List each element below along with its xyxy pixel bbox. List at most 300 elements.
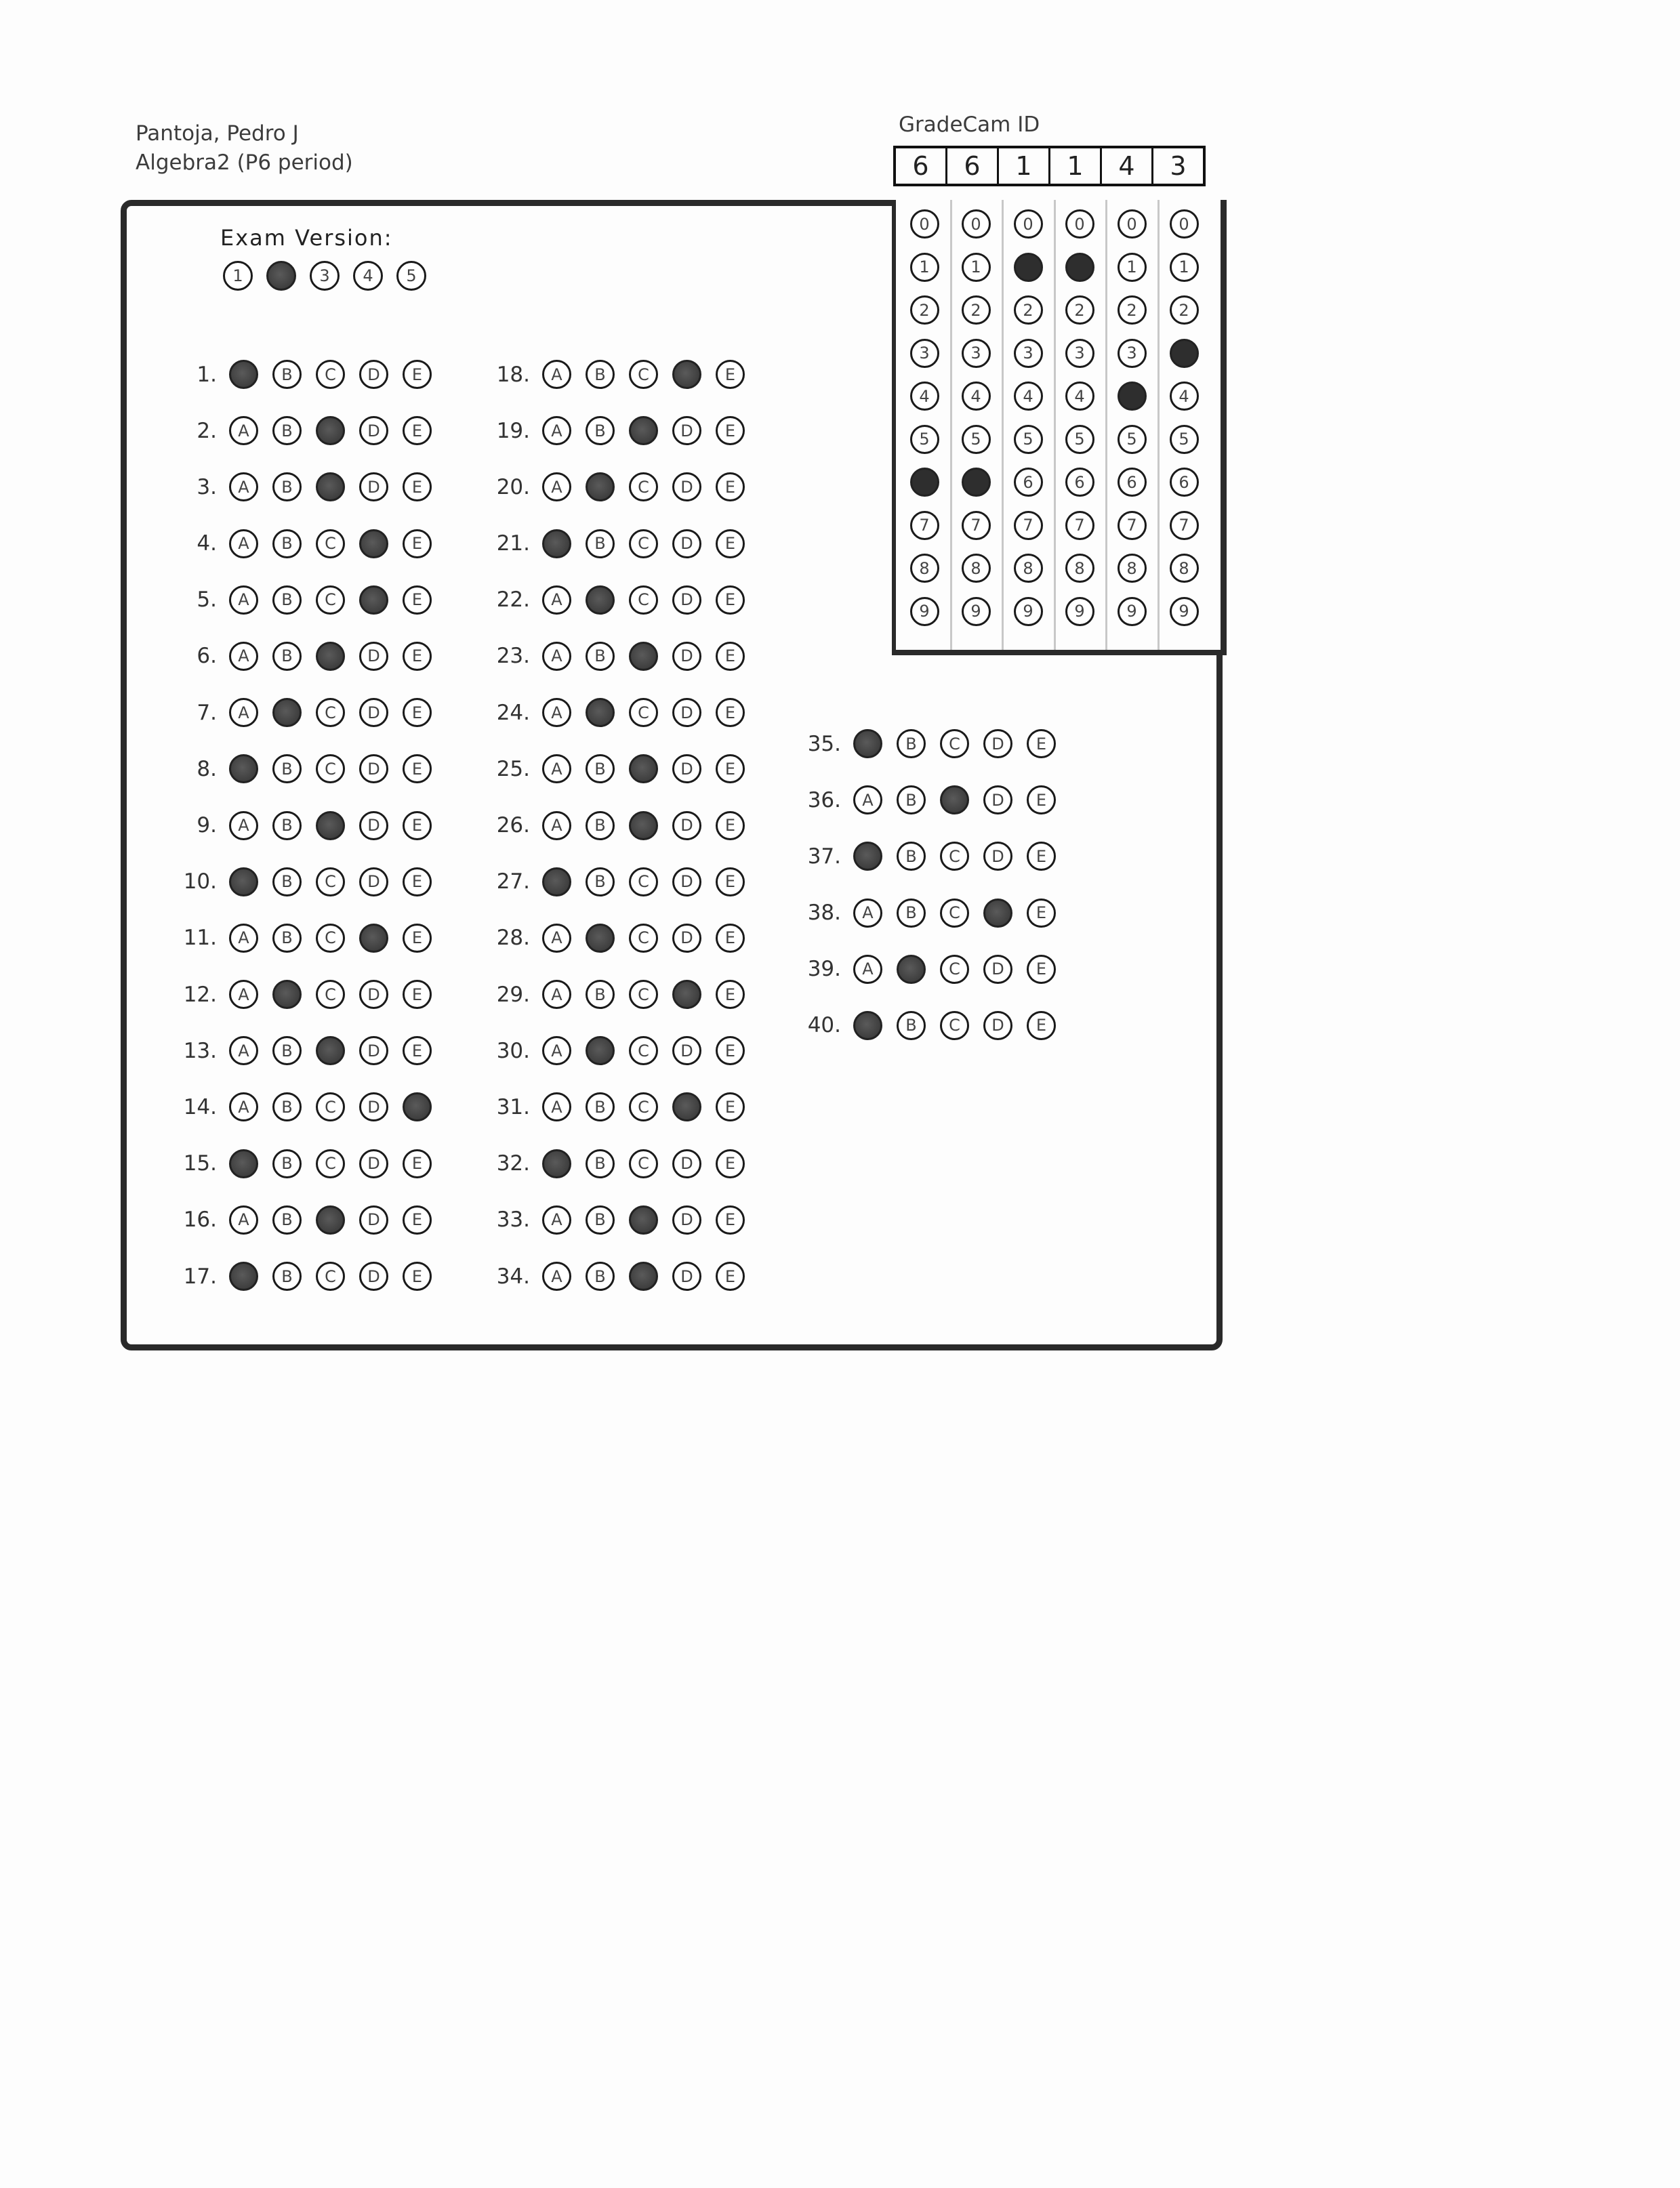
answer-bubble-c[interactable]: C — [316, 1092, 345, 1121]
answer-bubble-e[interactable]: E — [716, 1149, 745, 1178]
id-bubble-1-8[interactable]: 8 — [910, 554, 939, 583]
answer-bubble-c[interactable]: C — [629, 698, 658, 727]
id-bubble-6-5[interactable]: 5 — [1170, 425, 1199, 454]
answer-bubble-c[interactable] — [316, 472, 345, 501]
answer-bubble-a[interactable]: A — [542, 754, 571, 783]
answer-bubble-c[interactable]: C — [316, 924, 345, 953]
answer-bubble-c[interactable]: C — [629, 1149, 658, 1178]
answer-bubble-e[interactable]: E — [403, 1036, 432, 1065]
gradecam-id-column-5 — [1106, 209, 1157, 640]
answer-bubble-c[interactable] — [316, 1036, 345, 1065]
id-bubble-3-6[interactable]: 6 — [1014, 468, 1043, 497]
answer-bubble-c[interactable] — [629, 416, 658, 445]
id-bubble-5-7[interactable]: 7 — [1118, 511, 1147, 540]
id-bubble-6-1[interactable]: 1 — [1170, 253, 1199, 282]
answer-bubble-e[interactable]: E — [716, 754, 745, 783]
exam-version-bubble-3[interactable]: 3 — [310, 261, 340, 291]
answer-bubble-b[interactable] — [586, 1036, 615, 1065]
answer-bubble-c[interactable]: C — [629, 867, 658, 896]
answer-bubble-d[interactable]: D — [359, 1092, 388, 1121]
question-row — [163, 1205, 432, 1235]
answer-bubble-e[interactable]: E — [1027, 899, 1056, 928]
answer-bubble-e[interactable]: E — [716, 811, 745, 840]
answer-bubble-b[interactable]: B — [897, 899, 926, 928]
question-row — [163, 811, 432, 840]
answer-bubble-e[interactable]: E — [403, 1262, 432, 1291]
answer-bubble-b[interactable]: B — [586, 360, 615, 389]
id-bubble-2-2[interactable]: 2 — [962, 295, 991, 325]
answer-bubble-d[interactable]: D — [359, 980, 388, 1009]
answer-bubble-d[interactable]: D — [672, 867, 701, 896]
answer-bubble-e[interactable]: E — [403, 980, 432, 1009]
answer-bubble-d[interactable]: D — [359, 1262, 388, 1291]
answer-bubble-a[interactable] — [853, 1011, 882, 1040]
answer-bubble-b[interactable]: B — [586, 980, 615, 1009]
answer-bubble-b[interactable]: B — [272, 642, 302, 671]
id-bubble-4-5[interactable]: 5 — [1065, 425, 1094, 454]
answer-bubble-e[interactable]: E — [403, 754, 432, 783]
answer-bubble-a[interactable]: A — [853, 955, 882, 984]
answer-bubble-a[interactable]: A — [229, 1205, 258, 1235]
answer-bubble-d[interactable]: D — [983, 785, 1012, 814]
answer-bubble-d[interactable]: D — [359, 811, 388, 840]
id-bubble-5-3[interactable]: 3 — [1118, 339, 1147, 368]
answer-bubble-e[interactable]: E — [716, 360, 745, 389]
answer-bubble-b[interactable] — [897, 955, 926, 984]
id-bubble-5-1[interactable]: 1 — [1118, 253, 1147, 282]
answer-bubble-d[interactable]: D — [359, 1149, 388, 1178]
answer-bubble-a[interactable]: A — [542, 585, 571, 615]
answer-bubble-e[interactable]: E — [403, 585, 432, 615]
answer-bubble-b[interactable]: B — [586, 529, 615, 558]
answer-bubble-d[interactable]: D — [672, 1149, 701, 1178]
answer-bubble-e[interactable]: E — [716, 867, 745, 896]
answer-bubble-a[interactable] — [542, 867, 571, 896]
answer-bubble-c[interactable]: C — [629, 980, 658, 1009]
answer-bubbles — [542, 867, 745, 896]
answer-bubble-b[interactable]: B — [272, 811, 302, 840]
answer-bubble-b[interactable]: B — [586, 867, 615, 896]
answer-bubble-d[interactable] — [359, 585, 388, 615]
answer-bubbles — [229, 472, 432, 501]
answer-bubble-e[interactable]: E — [403, 416, 432, 445]
exam-version-bubble-1[interactable]: 1 — [223, 261, 253, 291]
id-bubble-3-8[interactable]: 8 — [1014, 554, 1043, 583]
answer-bubble-c[interactable] — [940, 785, 969, 814]
answer-bubble-a[interactable]: A — [542, 980, 571, 1009]
id-bubble-5-0[interactable]: 0 — [1118, 209, 1147, 239]
answer-bubble-c[interactable]: C — [316, 529, 345, 558]
answer-bubble-c[interactable] — [629, 811, 658, 840]
exam-version-bubble-5[interactable]: 5 — [396, 261, 426, 291]
id-bubble-2-6[interactable] — [962, 468, 991, 497]
id-bubble-4-0[interactable]: 0 — [1065, 209, 1094, 239]
answer-column-1 — [163, 360, 432, 1318]
gradecam-id-digit-6: 3 — [1170, 151, 1187, 181]
id-bubble-3-3[interactable]: 3 — [1014, 339, 1043, 368]
answer-bubble-e[interactable]: E — [716, 1205, 745, 1235]
id-bubble-3-9[interactable]: 9 — [1014, 597, 1043, 626]
id-bubble-2-1[interactable]: 1 — [962, 253, 991, 282]
answer-bubble-c[interactable]: C — [629, 924, 658, 953]
question-number: 13. — [183, 1038, 217, 1063]
id-bubble-4-4[interactable]: 4 — [1065, 381, 1094, 411]
answer-bubble-a[interactable]: A — [853, 899, 882, 928]
answer-bubble-d[interactable]: D — [672, 529, 701, 558]
answer-bubble-b[interactable]: B — [272, 1036, 302, 1065]
answer-bubble-b[interactable]: B — [897, 729, 926, 758]
answer-bubble-a[interactable]: A — [229, 698, 258, 727]
id-bubble-4-2[interactable]: 2 — [1065, 295, 1094, 325]
id-bubble-5-5[interactable]: 5 — [1118, 425, 1147, 454]
answer-bubbles — [542, 754, 745, 783]
answer-bubble-a[interactable]: A — [542, 1205, 571, 1235]
answer-bubble-d[interactable]: D — [672, 811, 701, 840]
answer-bubble-e[interactable]: E — [716, 1262, 745, 1291]
answer-bubble-e[interactable]: E — [716, 585, 745, 615]
answer-bubble-c[interactable]: C — [316, 1149, 345, 1178]
answer-bubble-b[interactable]: B — [586, 642, 615, 671]
question-row — [476, 980, 745, 1009]
answer-bubble-d[interactable]: D — [983, 955, 1012, 984]
id-bubble-5-6[interactable]: 6 — [1118, 468, 1147, 497]
answer-bubble-a[interactable]: A — [229, 1092, 258, 1121]
answer-bubble-c[interactable] — [316, 811, 345, 840]
answer-bubble-a[interactable] — [542, 529, 571, 558]
answer-bubble-a[interactable]: A — [229, 585, 258, 615]
answer-bubble-b[interactable] — [586, 698, 615, 727]
answer-bubbles — [229, 1205, 432, 1235]
answer-bubble-b[interactable] — [586, 585, 615, 615]
answer-bubble-d[interactable]: D — [672, 1205, 701, 1235]
answer-bubble-a[interactable]: A — [542, 924, 571, 953]
answer-bubble-d[interactable]: D — [672, 642, 701, 671]
id-bubble-3-7[interactable]: 7 — [1014, 511, 1043, 540]
answer-bubble-b[interactable]: B — [586, 416, 615, 445]
answer-bubbles — [229, 1149, 432, 1178]
answer-bubble-a[interactable]: A — [542, 1092, 571, 1121]
answer-bubbles — [542, 416, 745, 445]
answer-bubble-c[interactable]: C — [940, 1011, 969, 1040]
answer-bubble-d[interactable]: D — [672, 924, 701, 953]
answer-bubble-c[interactable]: C — [316, 585, 345, 615]
answer-bubble-c[interactable]: C — [629, 585, 658, 615]
answer-bubble-e[interactable]: E — [403, 698, 432, 727]
answer-bubble-c[interactable]: C — [316, 1262, 345, 1291]
id-bubble-1-1[interactable]: 1 — [910, 253, 939, 282]
answer-bubble-a[interactable] — [229, 1149, 258, 1178]
answer-bubble-d[interactable] — [672, 360, 701, 389]
answer-bubble-d[interactable] — [983, 899, 1012, 928]
id-bubble-4-9[interactable]: 9 — [1065, 597, 1094, 626]
id-bubble-1-2[interactable]: 2 — [910, 295, 939, 325]
answer-bubble-b[interactable]: B — [586, 1262, 615, 1291]
answer-bubble-d[interactable]: D — [359, 754, 388, 783]
answer-bubble-d[interactable]: D — [983, 842, 1012, 871]
answer-bubble-d[interactable]: D — [983, 1011, 1012, 1040]
answer-bubble-b[interactable]: B — [586, 811, 615, 840]
answer-bubbles — [229, 529, 432, 558]
answer-bubble-d[interactable]: D — [359, 472, 388, 501]
answer-bubble-d[interactable]: D — [672, 754, 701, 783]
answer-bubble-a[interactable]: A — [542, 416, 571, 445]
question-number: 3. — [197, 474, 217, 499]
question-row — [787, 842, 1056, 871]
id-bubble-5-4[interactable] — [1118, 381, 1147, 411]
answer-bubble-b[interactable]: B — [897, 1011, 926, 1040]
answer-bubble-c[interactable] — [316, 642, 345, 671]
answer-bubbles — [853, 785, 1056, 814]
id-bubble-1-0[interactable]: 0 — [910, 209, 939, 239]
answer-bubble-b[interactable]: B — [272, 924, 302, 953]
id-bubble-4-8[interactable]: 8 — [1065, 554, 1094, 583]
id-bubble-6-9[interactable]: 9 — [1170, 597, 1199, 626]
answer-bubble-d[interactable]: D — [359, 642, 388, 671]
answer-bubble-c[interactable]: C — [629, 360, 658, 389]
answer-bubble-d[interactable]: D — [672, 1036, 701, 1065]
answer-bubble-e[interactable]: E — [716, 416, 745, 445]
id-bubble-5-8[interactable]: 8 — [1118, 554, 1147, 583]
answer-bubble-e[interactable]: E — [403, 1149, 432, 1178]
answer-bubbles — [853, 729, 1056, 758]
answer-bubble-c[interactable]: C — [629, 472, 658, 501]
answer-bubble-a[interactable] — [853, 842, 882, 871]
answer-bubble-e[interactable]: E — [403, 811, 432, 840]
answer-bubble-b[interactable] — [586, 472, 615, 501]
answer-bubble-e[interactable]: E — [1027, 785, 1056, 814]
answer-bubble-a[interactable]: A — [229, 924, 258, 953]
answer-bubble-b[interactable] — [272, 980, 302, 1009]
answer-bubble-a[interactable]: A — [542, 1036, 571, 1065]
answer-bubble-c[interactable]: C — [316, 754, 345, 783]
answer-bubble-c[interactable]: C — [316, 867, 345, 896]
answer-bubbles — [542, 360, 745, 389]
answer-bubble-c[interactable]: C — [940, 955, 969, 984]
answer-bubble-b[interactable]: B — [586, 1149, 615, 1178]
answer-bubble-c[interactable] — [316, 1205, 345, 1235]
question-number: 34. — [496, 1264, 530, 1289]
answer-bubble-d[interactable]: D — [672, 1262, 701, 1291]
answer-bubbles — [542, 980, 745, 1009]
id-bubble-3-2[interactable]: 2 — [1014, 295, 1043, 325]
question-row — [476, 472, 745, 501]
answer-bubble-b[interactable]: B — [272, 754, 302, 783]
answer-bubble-e[interactable]: E — [716, 980, 745, 1009]
answer-bubble-e[interactable]: E — [1027, 1011, 1056, 1040]
question-row — [476, 585, 745, 615]
answer-bubble-c[interactable]: C — [316, 698, 345, 727]
answer-bubbles — [229, 1036, 432, 1065]
answer-bubble-b[interactable]: B — [272, 1092, 302, 1121]
answer-bubble-e[interactable]: E — [403, 642, 432, 671]
answer-bubble-a[interactable]: A — [542, 360, 571, 389]
answer-bubble-b[interactable] — [586, 924, 615, 953]
answer-bubble-d[interactable] — [672, 980, 701, 1009]
answer-bubbles — [542, 529, 745, 558]
answer-bubble-a[interactable]: A — [229, 529, 258, 558]
answer-bubble-e[interactable]: E — [403, 867, 432, 896]
answer-bubble-e[interactable]: E — [716, 698, 745, 727]
answer-bubble-a[interactable]: A — [542, 472, 571, 501]
answer-bubble-d[interactable]: D — [359, 360, 388, 389]
student-info — [136, 119, 353, 178]
id-bubble-4-7[interactable]: 7 — [1065, 511, 1094, 540]
question-number: 8. — [197, 756, 217, 781]
answer-bubbles — [853, 1011, 1056, 1040]
answer-bubble-c[interactable]: C — [316, 980, 345, 1009]
id-bubble-1-9[interactable]: 9 — [910, 597, 939, 626]
id-bubble-2-4[interactable]: 4 — [962, 381, 991, 411]
id-bubble-5-2[interactable]: 2 — [1118, 295, 1147, 325]
answer-bubble-a[interactable] — [229, 360, 258, 389]
answer-bubble-e[interactable]: E — [716, 1092, 745, 1121]
answer-bubble-a[interactable]: A — [229, 472, 258, 501]
answer-bubble-b[interactable]: B — [272, 585, 302, 615]
answer-bubble-c[interactable]: C — [629, 529, 658, 558]
id-bubble-1-4[interactable]: 4 — [910, 381, 939, 411]
answer-bubble-a[interactable]: A — [229, 980, 258, 1009]
answer-bubble-a[interactable]: A — [229, 1036, 258, 1065]
id-bubble-6-7[interactable]: 7 — [1170, 511, 1199, 540]
answer-bubble-b[interactable] — [272, 698, 302, 727]
answer-bubble-a[interactable] — [542, 1149, 571, 1178]
id-bubble-1-5[interactable]: 5 — [910, 425, 939, 454]
answer-bubble-d[interactable]: D — [983, 729, 1012, 758]
answer-bubble-c[interactable]: C — [316, 360, 345, 389]
id-bubble-4-6[interactable]: 6 — [1065, 468, 1094, 497]
id-bubble-3-0[interactable]: 0 — [1014, 209, 1043, 239]
id-bubble-6-6[interactable]: 6 — [1170, 468, 1199, 497]
id-bubble-2-3[interactable]: 3 — [962, 339, 991, 368]
answer-bubble-b[interactable]: B — [897, 842, 926, 871]
id-bubble-6-8[interactable]: 8 — [1170, 554, 1199, 583]
question-row — [476, 867, 745, 896]
answer-bubble-b[interactable]: B — [586, 1092, 615, 1121]
answer-bubble-e[interactable]: E — [716, 642, 745, 671]
answer-bubble-b[interactable]: B — [586, 754, 615, 783]
answer-bubble-c[interactable]: C — [629, 1092, 658, 1121]
answer-bubble-b[interactable]: B — [272, 867, 302, 896]
id-bubble-2-8[interactable]: 8 — [962, 554, 991, 583]
answer-bubble-c[interactable] — [629, 1205, 658, 1235]
answer-bubble-b[interactable]: B — [272, 416, 302, 445]
answer-bubble-c[interactable] — [316, 416, 345, 445]
answer-bubble-d[interactable]: D — [359, 698, 388, 727]
id-bubble-2-9[interactable]: 9 — [962, 597, 991, 626]
answer-bubble-d[interactable]: D — [359, 1205, 388, 1235]
question-row — [163, 1262, 432, 1291]
id-bubble-6-3[interactable] — [1170, 339, 1199, 368]
answer-bubble-e[interactable]: E — [716, 472, 745, 501]
id-bubble-1-7[interactable]: 7 — [910, 511, 939, 540]
id-bubble-1-6[interactable] — [910, 468, 939, 497]
answer-bubble-b[interactable]: B — [586, 1205, 615, 1235]
answer-bubble-c[interactable] — [629, 642, 658, 671]
answer-bubble-a[interactable] — [853, 729, 882, 758]
answer-bubble-a[interactable]: A — [229, 416, 258, 445]
question-number: 1. — [197, 362, 217, 387]
answer-bubble-a[interactable] — [229, 754, 258, 783]
answer-bubble-b[interactable]: B — [272, 529, 302, 558]
answer-bubble-b[interactable]: B — [272, 472, 302, 501]
id-bubble-2-7[interactable]: 7 — [962, 511, 991, 540]
id-bubble-2-0[interactable]: 0 — [962, 209, 991, 239]
id-bubble-1-3[interactable]: 3 — [910, 339, 939, 368]
answer-bubble-e[interactable]: E — [403, 1205, 432, 1235]
answer-bubble-b[interactable]: B — [272, 360, 302, 389]
answer-bubble-a[interactable] — [229, 1262, 258, 1291]
answer-bubble-b[interactable]: B — [272, 1262, 302, 1291]
answer-bubble-d[interactable]: D — [672, 472, 701, 501]
answer-bubble-e[interactable]: E — [403, 360, 432, 389]
id-bubble-4-1[interactable] — [1065, 253, 1094, 282]
id-bubble-4-3[interactable]: 3 — [1065, 339, 1094, 368]
answer-bubble-a[interactable]: A — [542, 811, 571, 840]
id-bubble-3-4[interactable]: 4 — [1014, 381, 1043, 411]
answer-bubble-b[interactable]: B — [272, 1205, 302, 1235]
answer-bubble-d[interactable]: D — [672, 698, 701, 727]
answer-bubble-e[interactable]: E — [403, 472, 432, 501]
id-bubble-6-4[interactable]: 4 — [1170, 381, 1199, 411]
answer-bubble-e[interactable] — [403, 1092, 432, 1121]
answer-bubble-c[interactable] — [629, 1262, 658, 1291]
answer-bubble-d[interactable] — [672, 1092, 701, 1121]
answer-bubble-b[interactable]: B — [897, 785, 926, 814]
exam-version-bubble-2[interactable] — [266, 261, 296, 291]
exam-version-bubble-4[interactable]: 4 — [353, 261, 383, 291]
answer-bubble-d[interactable]: D — [359, 867, 388, 896]
answer-bubble-c[interactable]: C — [940, 842, 969, 871]
answer-bubble-c[interactable]: C — [940, 729, 969, 758]
answer-bubble-b[interactable]: B — [272, 1149, 302, 1178]
id-bubble-6-0[interactable]: 0 — [1170, 209, 1199, 239]
answer-bubble-d[interactable] — [359, 924, 388, 953]
answer-bubble-d[interactable]: D — [672, 416, 701, 445]
answer-bubble-a[interactable]: A — [229, 642, 258, 671]
id-bubble-5-9[interactable]: 9 — [1118, 597, 1147, 626]
answer-bubble-a[interactable]: A — [542, 642, 571, 671]
answer-bubble-d[interactable]: D — [359, 416, 388, 445]
id-bubble-3-5[interactable]: 5 — [1014, 425, 1043, 454]
gradecam-id-bubble-grid — [892, 200, 1227, 655]
answer-bubble-e[interactable]: E — [1027, 729, 1056, 758]
answer-bubble-d[interactable]: D — [359, 1036, 388, 1065]
id-bubble-6-2[interactable]: 2 — [1170, 295, 1199, 325]
answer-bubble-e[interactable]: E — [716, 529, 745, 558]
answer-bubble-a[interactable]: A — [542, 1262, 571, 1291]
answer-bubble-e[interactable]: E — [403, 924, 432, 953]
id-bubble-2-5[interactable]: 5 — [962, 425, 991, 454]
answer-bubble-e[interactable]: E — [716, 1036, 745, 1065]
question-row — [476, 698, 745, 727]
answer-bubble-e[interactable]: E — [716, 924, 745, 953]
answer-bubble-a[interactable]: A — [853, 785, 882, 814]
answer-bubble-c[interactable] — [629, 754, 658, 783]
answer-bubble-e[interactable]: E — [1027, 842, 1056, 871]
answer-bubble-a[interactable] — [229, 867, 258, 896]
answer-bubble-d[interactable] — [359, 529, 388, 558]
answer-bubble-e[interactable]: E — [403, 529, 432, 558]
answer-bubble-a[interactable]: A — [542, 698, 571, 727]
answer-bubble-e[interactable]: E — [1027, 955, 1056, 984]
answer-bubble-d[interactable]: D — [672, 585, 701, 615]
answer-bubble-a[interactable]: A — [229, 811, 258, 840]
question-row — [163, 1092, 432, 1121]
answer-bubble-c[interactable]: C — [940, 899, 969, 928]
answer-bubble-c[interactable]: C — [629, 1036, 658, 1065]
id-bubble-3-1[interactable] — [1014, 253, 1043, 282]
question-row — [163, 924, 432, 953]
